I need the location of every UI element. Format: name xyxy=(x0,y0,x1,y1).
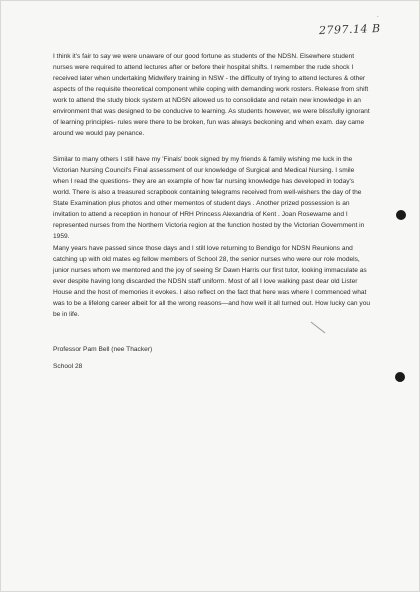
signature-line: Professor Pam Bell (nee Thacker) xyxy=(53,346,153,353)
paragraph-3 xyxy=(53,243,371,320)
corner-mark: . xyxy=(377,13,379,19)
pen-stroke-mark xyxy=(311,322,326,334)
paragraph-text: I think it's fair to say we were unaware of our good fortune as students of the NDSN. Elsewhere student nurses were required to attend lectures after or before their hospital shifts. I remember the rude shock I received later when undertaking Midwifery training in NSW - the difficulty of trying to attend lectures & other aspects of the requisite theoretical component while coping with demanding work rosters. Release from shift work to attend the study block system at NDSN allowed us to consolidate and retain new knowledge in an environment that was designed to be conducive to learning. As students however, we were blissfully ignorant of learning principles- rules were there to be broken, fun was always beckoning and when exam. day came around we would pay penance. xyxy=(53,53,370,137)
punch-hole-icon xyxy=(395,372,405,382)
handwritten-reference-number: 2797.14 B xyxy=(318,21,381,38)
paragraph-text: Similar to many others I still have my 'Finals' book signed by my friends & family wishing me luck in the Victorian Nursing Council's Final assessment of our knowledge of Surgical and Medical Nursing. I smile when I read the questions- they are an example of how far nursing knowledge has developed in today's world. There is also a treasured scrapbook containing telegrams received from well-wishers the day of the State Examination plus photos and other mementos of student days . Another prized possession is an invitation to attend a reception in honour of HRH Princess Alexandria of Kent . Joan Rosewarne and I represented nurses from the Northern Victoria region at the function hosted by the Victorian Government in 1959. xyxy=(53,156,365,240)
paragraph-text: Many years have passed since those days and I still love returning to Bendigo for NDSN Reunions and catching up with old mates eg fellow members of School 28, the senior nurses who were our role models, junior nurses whom we mentored and the joy of seeing Sr Dawn Harris our first tutor, looking immaculate as ever despite having long discarded the NDSN staff uniform. Most of all I love walking past dear old Lister House and the host of memories it evokes. I also reflect on the fact that here was where I commenced what was to be a lifelong career albeit for all the wrong reasons—and how well it all turned out. How lucky can you be in life. xyxy=(53,245,371,318)
paragraph-2 xyxy=(53,154,371,242)
punch-hole-icon xyxy=(396,210,406,220)
school-line: School 28 xyxy=(53,363,83,370)
paragraph-1 xyxy=(53,51,371,139)
